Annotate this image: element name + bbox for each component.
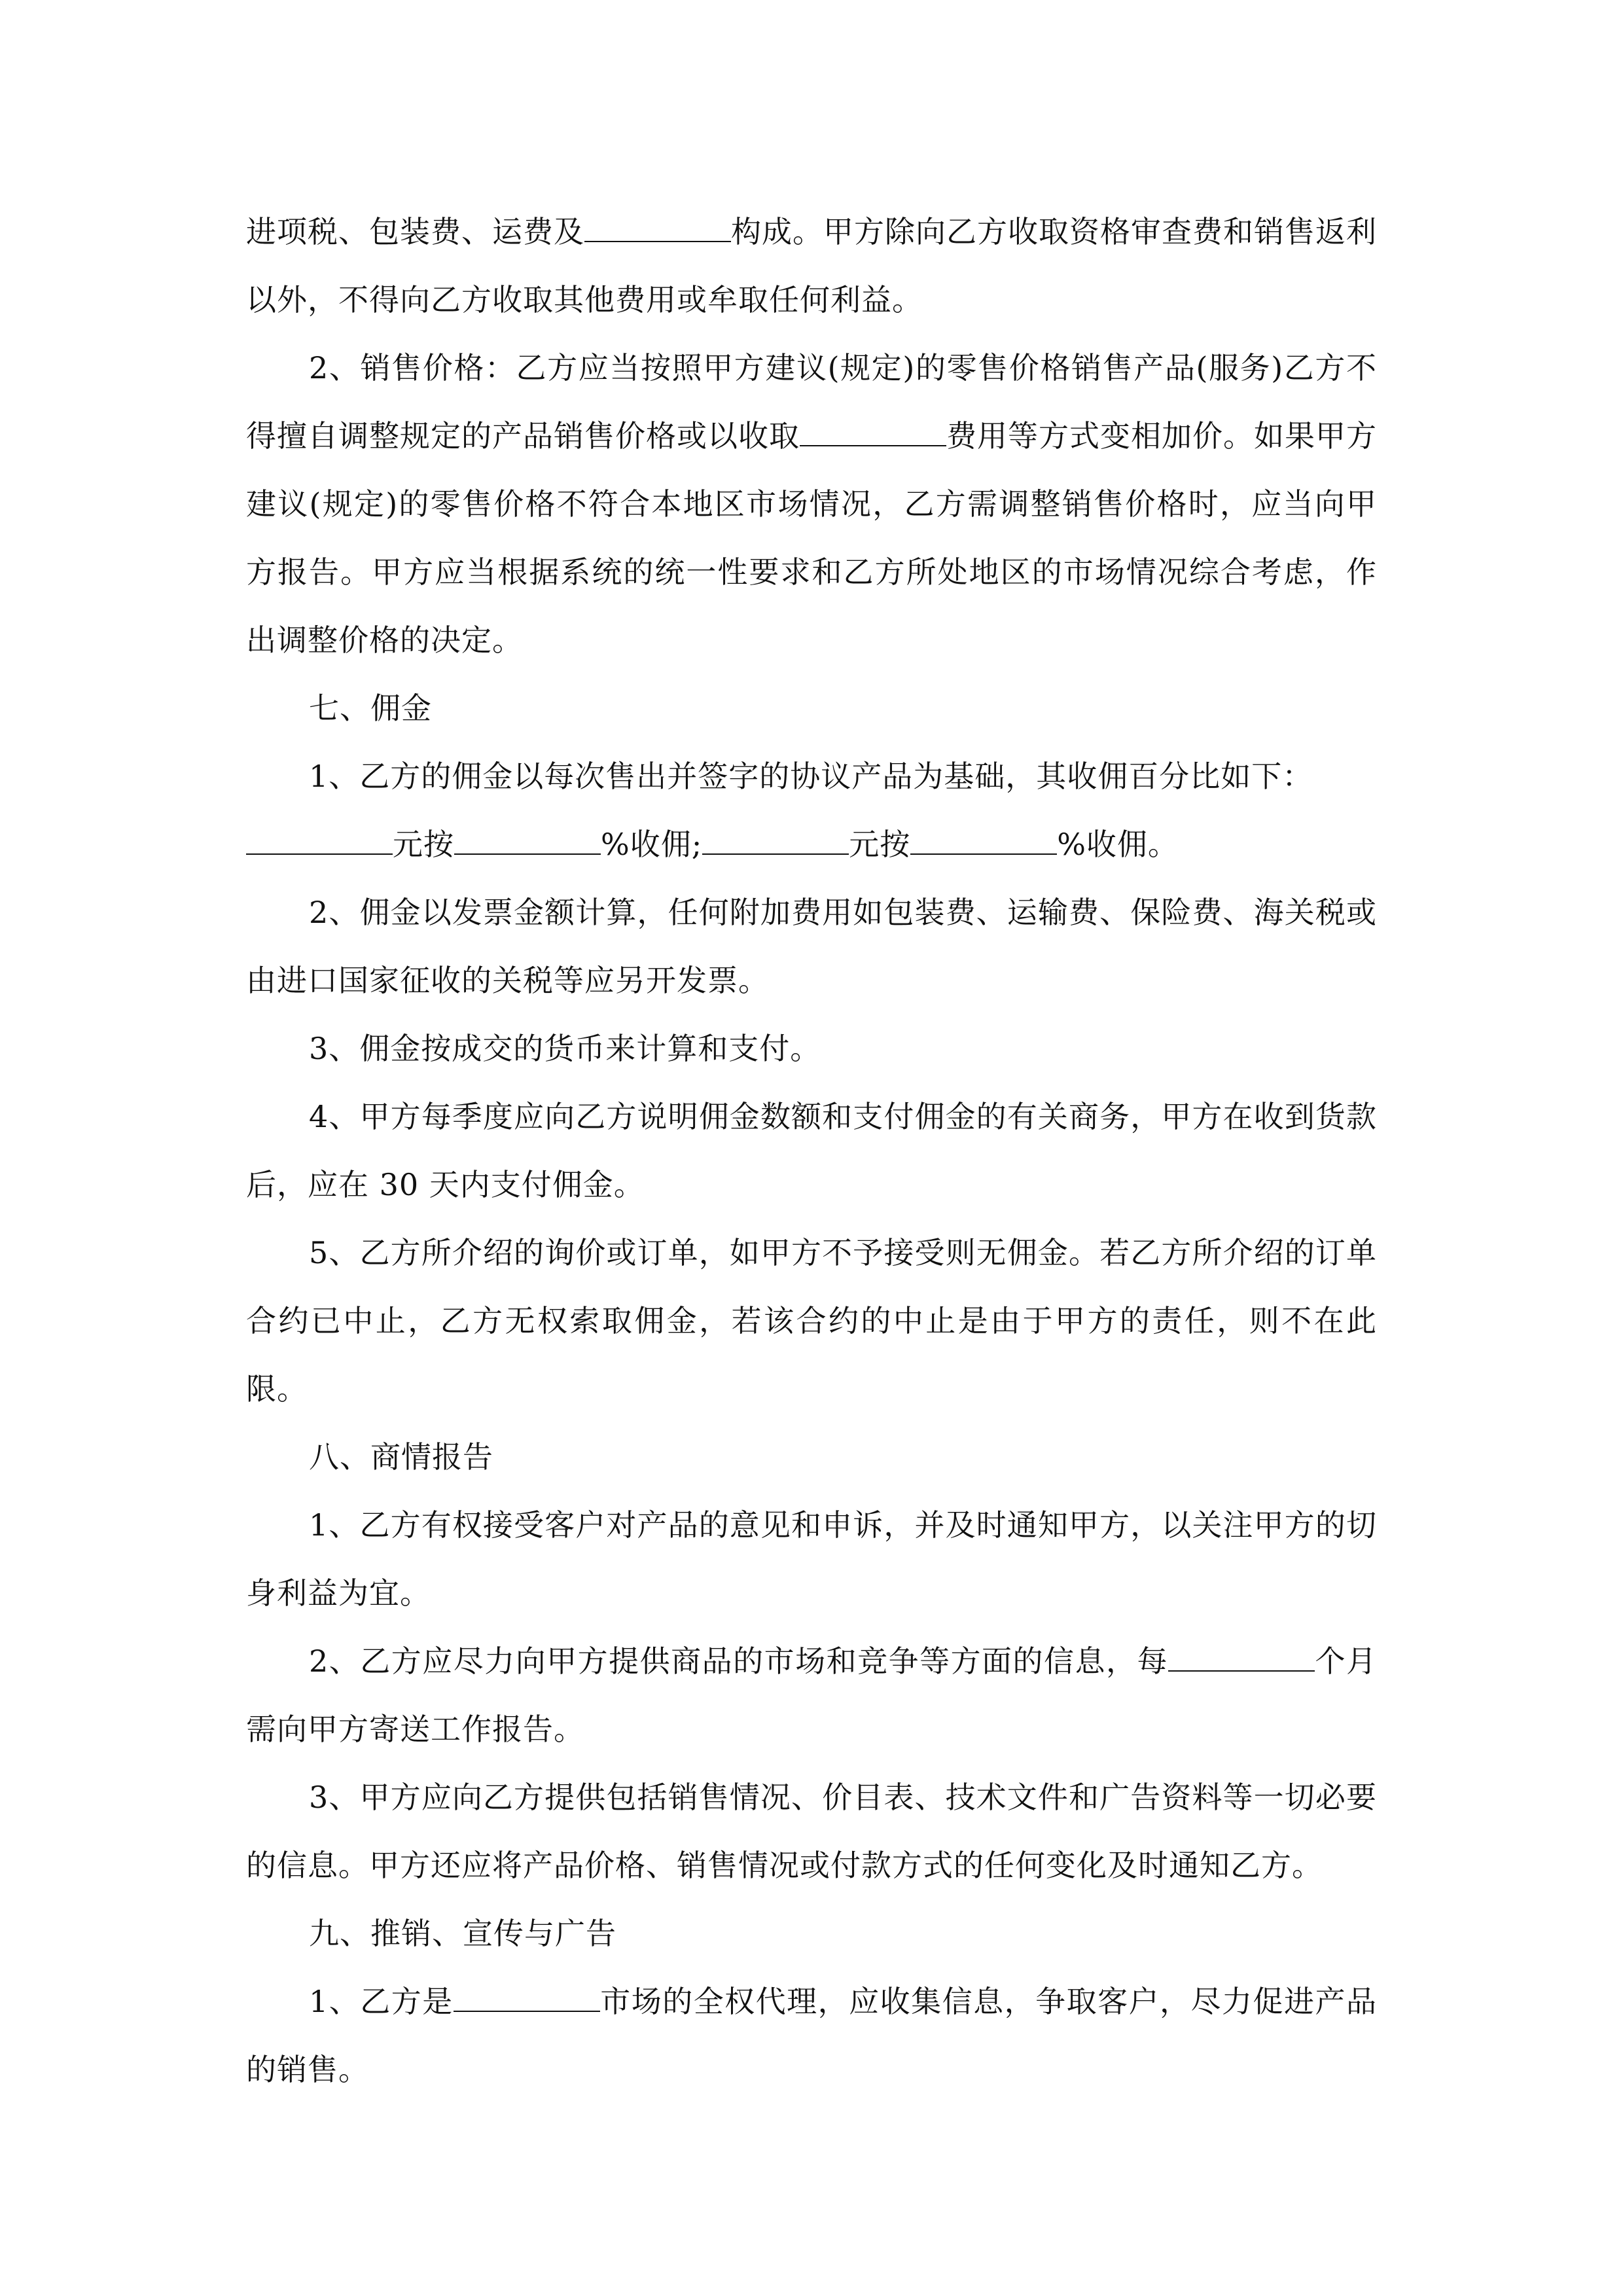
text-segment: 2、销售价格：乙方应当按照甲方建议(规定)的零售价格销售产品(服务)乙方不得擅自调整规定的产品销售价格或以收取 — [246, 350, 1377, 454]
fill-in-blank — [454, 827, 601, 855]
text-segment: 元按 — [393, 827, 454, 862]
fill-in-blank — [702, 827, 849, 855]
text-segment: 进项税、包装费、运费及 — [246, 214, 584, 249]
paragraph-agency-market — [246, 1967, 1377, 2104]
text-segment: 费用等方式变相加价。如果甲方建议(规定)的零售价格不符合本地区市场情况，乙方需调整销售价格时，应当向甲方报告。甲方应当根据系统的统一性要求和乙方所处地区的市场情况综合考虑，作出调整价格的决定。 — [246, 418, 1377, 658]
paragraph-information-supply — [246, 1763, 1377, 1899]
section-heading-commission — [246, 674, 1377, 742]
text-segment: 4、甲方每季度应向乙方说明佣金数额和支付佣金的有关商务，甲方在收到货款后，应在 30 天内支付佣金。 — [246, 1099, 1377, 1202]
paragraph-sales-price — [246, 334, 1377, 674]
text-segment: 元按 — [849, 827, 911, 862]
text-segment: 市场的全权代理，应收集信息，争取客户，尽力促进产品的销售。 — [246, 1984, 1377, 2087]
text-segment: 1、乙方是 — [309, 1984, 454, 2019]
text-segment: 5、乙方所介绍的询价或订单，如甲方不予接受则无佣金。若乙方所介绍的订单合约已中止，乙方无权索取佣金，若该合约的中止是由于甲方的责任，则不在此限。 — [246, 1235, 1377, 1407]
text-segment: 个月需向甲方寄送工作报告。 — [246, 1643, 1377, 1747]
paragraph-commission-exceptions — [246, 1219, 1377, 1423]
paragraph-commission-basis — [246, 742, 1377, 810]
text-segment: 构成。甲方除向乙方收取资格审查费和销售返利以外，不得向乙方收取其他费用或牟取任何利益。 — [246, 214, 1377, 317]
paragraph-commission-invoice — [246, 878, 1377, 1014]
document-body — [246, 198, 1377, 2104]
fill-in-blank — [800, 419, 946, 446]
fill-in-blank — [454, 1984, 600, 2012]
paragraph-commission-currency — [246, 1014, 1377, 1083]
text-segment: %收佣。 — [1057, 827, 1179, 862]
text-segment: 1、乙方的佣金以每次售出并签字的协议产品为基础，其收佣百分比如下： — [309, 759, 1313, 794]
paragraph-work-report — [246, 1627, 1377, 1763]
paragraph-commission-rates — [246, 810, 1377, 878]
fill-in-blank — [1168, 1644, 1315, 1672]
fill-in-blank — [584, 215, 731, 242]
text-segment: 3、佣金按成交的货币来计算和支付。 — [309, 1031, 821, 1066]
text-segment: 1、乙方有权接受客户对产品的意见和申诉，并及时通知甲方，以关注甲方的切身利益为宜。 — [246, 1507, 1377, 1611]
text-segment: 3、甲方应向乙方提供包括销售情况、价目表、技术文件和广告资料等一切必要的信息。甲方还应将产品价格、销售情况或付款方式的任何变化及时通知乙方。 — [246, 1780, 1377, 1883]
text-segment: 2、佣金以发票金额计算，任何附加费用如包装费、运输费、保险费、海关税或由进口国家征收的关税等应另开发票。 — [246, 895, 1377, 998]
text-segment: %收佣; — [601, 827, 703, 862]
section-heading-market-report — [246, 1423, 1377, 1491]
fill-in-blank — [246, 827, 393, 855]
paragraph-customer-feedback — [246, 1491, 1377, 1627]
paragraph-commission-payment — [246, 1083, 1377, 1219]
heading-text: 九、推销、宣传与广告 — [309, 1916, 616, 1951]
text-segment: 2、乙方应尽力向甲方提供商品的市场和竞争等方面的信息，每 — [309, 1643, 1169, 1679]
heading-text: 七、佣金 — [309, 691, 432, 726]
paragraph-cost-composition — [246, 198, 1377, 334]
heading-text: 八、商情报告 — [309, 1439, 493, 1475]
section-heading-promotion — [246, 1899, 1377, 1967]
fill-in-blank — [910, 827, 1057, 855]
